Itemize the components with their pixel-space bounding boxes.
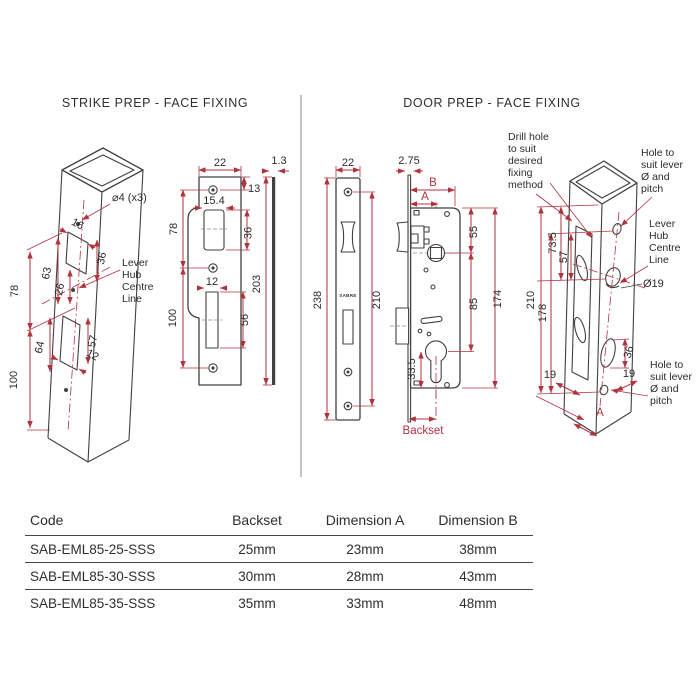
door-section-title: DOOR PREP - FACE FIXING: [403, 96, 581, 110]
dim-frame-36: 36: [94, 251, 110, 266]
dim-plate-56: 56: [239, 313, 251, 327]
svg-text:suit lever: suit lever: [650, 371, 693, 383]
svg-text:Drill hole: Drill hole: [508, 131, 549, 143]
dim-side-203: 203: [251, 274, 263, 294]
table-header-dimension-b: Dimension B: [438, 511, 518, 528]
dim-lock-85: 85: [468, 297, 480, 311]
svg-text:pitch: pitch: [650, 395, 673, 407]
svg-text:Line: Line: [649, 254, 669, 266]
svg-text:Ø and: Ø and: [650, 383, 679, 395]
svg-text:Hole to: Hole to: [650, 359, 684, 371]
cell-backset: 30mm: [238, 568, 276, 584]
strike-frame-3d: [8, 148, 154, 462]
svg-text:Hole to: Hole to: [641, 147, 675, 159]
dim-frame-16: 16: [69, 216, 86, 233]
dim-stile-A: A: [596, 407, 604, 419]
table-row: [25, 563, 533, 590]
dim-side-1-3: 1.3: [271, 155, 287, 167]
dim-frame-64: 64: [32, 340, 48, 355]
dim-lock-2-75: 2.75: [398, 155, 420, 167]
dim-faceplate-238: 238: [312, 290, 324, 310]
lever-hub-note-strike: [79, 257, 154, 305]
dim-frame-78: 78: [9, 284, 21, 298]
cell-backset: 25mm: [238, 541, 276, 557]
dim-lock-33-5: 33.5: [406, 358, 418, 380]
svg-text:suit lever: suit lever: [641, 159, 684, 171]
door-faceplate-front: [312, 157, 383, 420]
cell-dimension-b: 38mm: [459, 541, 497, 557]
backset-label: Backset: [402, 425, 444, 437]
door-stile-3d: [508, 131, 693, 436]
spec-table: [25, 504, 533, 616]
cell-dimension-b: 48mm: [459, 595, 497, 611]
cell-dimension-b: 43mm: [459, 568, 497, 584]
dim-lock-55: 55: [468, 225, 480, 239]
strike-section-title: STRIKE PREP - FACE FIXING: [61, 96, 249, 110]
svg-text:fixing: fixing: [508, 167, 533, 179]
dim-plate-78: 78: [168, 222, 180, 236]
dim-stile-210: 210: [525, 290, 537, 310]
cell-dimension-a: 28mm: [346, 568, 384, 584]
svg-text:to suit: to suit: [508, 143, 537, 155]
cell-code: SAB-EML85-25-SSS: [30, 541, 156, 557]
lever-hub-note-door: [620, 218, 681, 283]
svg-text:Hub: Hub: [122, 269, 142, 281]
dim-stile-73-5: 73.5: [547, 232, 559, 254]
svg-text:Line: Line: [122, 293, 142, 305]
table-header-row: [25, 504, 533, 536]
strike-plate-front: [167, 157, 260, 385]
dim-frame-63: 63: [39, 266, 55, 281]
dim-frame-57: 57: [85, 334, 101, 349]
svg-text:Centre: Centre: [122, 281, 154, 293]
dim-frame-12: 12: [84, 347, 101, 364]
cell-code: SAB-EML85-30-SSS: [30, 568, 156, 584]
dim-stile-dia19: Ø19: [643, 278, 664, 290]
svg-text:Ø and: Ø and: [641, 171, 670, 183]
dim-stile-36: 36: [621, 344, 637, 360]
dim-plate-13: 13: [248, 183, 261, 195]
dim-stile-19-right: 19: [622, 368, 636, 380]
svg-text:Centre: Centre: [649, 242, 681, 254]
dim-frame-100: 100: [8, 370, 20, 390]
lever-hole-note-bottom: [611, 359, 693, 407]
dim-lock-A: A: [421, 191, 429, 203]
table-row: [25, 590, 533, 616]
svg-text:desired: desired: [508, 155, 543, 167]
table-header-code: Code: [30, 511, 64, 528]
svg-text:method: method: [508, 179, 544, 191]
svg-text:Lever: Lever: [649, 218, 676, 230]
dim-lock-174: 174: [492, 289, 504, 309]
svg-text:Hub: Hub: [649, 230, 669, 242]
svg-text:Lever: Lever: [122, 257, 149, 269]
cell-code: SAB-EML85-35-SSS: [30, 595, 156, 611]
dim-faceplate-22: 22: [341, 157, 355, 169]
table-header-backset: Backset: [232, 511, 282, 528]
dim-plate-15-4: 15.4: [203, 195, 225, 207]
table-row: [25, 536, 533, 563]
dim-plate-12: 12: [205, 276, 219, 288]
dim-faceplate-210: 210: [371, 290, 383, 310]
dim-plate-22: 22: [213, 157, 227, 169]
dim-lock-B: B: [429, 177, 437, 189]
cell-dimension-a: 33mm: [346, 595, 384, 611]
dim-stile-57: 57: [558, 250, 570, 264]
dim-stile-19-left: 19: [543, 369, 557, 381]
dim-frame-26: 26: [52, 282, 68, 297]
svg-text:pitch: pitch: [641, 183, 664, 195]
cell-dimension-a: 23mm: [346, 541, 384, 557]
table-header-dimension-a: Dimension A: [325, 511, 405, 528]
dim-frame-hole-note: ⌀4 (x3): [112, 192, 147, 204]
cell-backset: 35mm: [238, 595, 276, 611]
dim-plate-36: 36: [242, 226, 255, 240]
brand-stamp: SABRE: [339, 293, 357, 298]
dim-stile-178: 178: [537, 303, 549, 323]
dim-plate-100: 100: [167, 308, 179, 328]
lock-body-side: [390, 155, 504, 437]
